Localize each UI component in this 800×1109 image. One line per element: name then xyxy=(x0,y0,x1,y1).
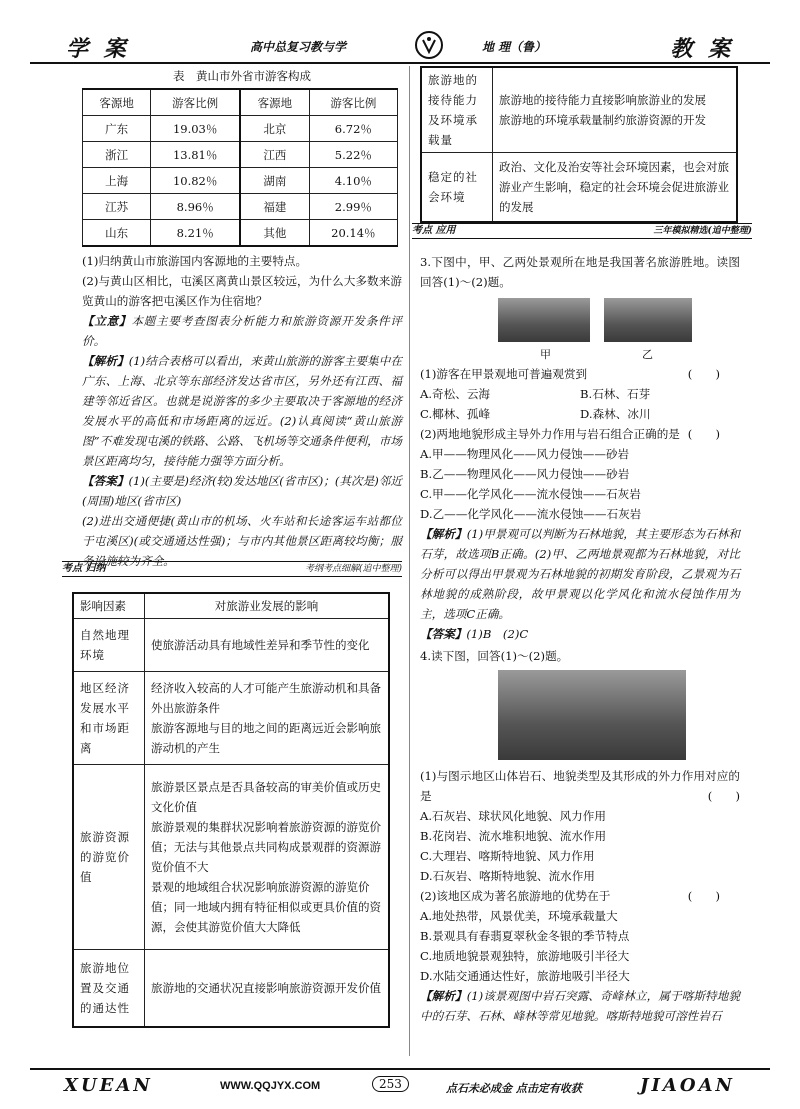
option-c: C.甲——化学风化——流水侵蚀——石灰岩 xyxy=(420,487,641,501)
table-row xyxy=(83,220,398,247)
jiexi-text: (1)结合表格可以看出，来黄山旅游的游客主要集中在广东、上海、北京等东部经济发达省市区，另外还有江西、福建等邻近省区。也就是说游客的多少主要取决于客源地的经济发展水平的高低和市场距离的远近。(2)认真阅读“黄山旅游图”不难发现屯溪的铁路、公路、飞机场等交通条件便利，市场景区距离均匀，接待能力强等方面分析。 xyxy=(82,354,402,468)
cell: 19.03％ xyxy=(151,116,240,142)
cell: 北京 xyxy=(240,116,309,142)
option-a: A.地处热带，风景优美，环境承载量大 xyxy=(420,909,618,923)
factor-cell: 自然地理环境 xyxy=(73,619,145,672)
photo-yi-label: 乙 xyxy=(642,348,653,361)
answer-paren: ( ) xyxy=(687,367,720,381)
cell: 山东 xyxy=(83,220,151,247)
kaodian-guina-bar xyxy=(62,561,402,577)
option-a: A.石灰岩、球状风化地貌、风力作用 xyxy=(420,809,606,823)
table-row xyxy=(73,619,389,672)
option-c: C.大理岩、喀斯特地貌、风力作用 xyxy=(420,849,595,863)
factor-cell: 旅游资源的游览价值 xyxy=(73,765,145,950)
table-row xyxy=(83,116,398,142)
q4-sub2-text: (2)该地区成为著名旅游地的优势在于 xyxy=(420,889,611,903)
cell: 江苏 xyxy=(83,194,151,220)
header-subject: 地 理（鲁） xyxy=(482,40,547,54)
th-influence: 对旅游业发展的影响 xyxy=(145,593,390,619)
answer-text: (1)B (2)C xyxy=(466,627,529,641)
table-row xyxy=(83,142,398,168)
emblem-icon xyxy=(414,30,444,64)
option-b: B.乙——物理风化——风力侵蚀——砂岩 xyxy=(420,467,630,481)
answer-text-1: (1)(主要是)经济(较)发达地区(省市区)；(其次是)邻近(周围)地区(省市区) xyxy=(82,474,402,508)
influence-cell: 旅游地的接待能力直接影响旅游业的发展 旅游地的环境承载量制约旅游资源的开发 xyxy=(493,67,738,153)
factor-cell: 地区经济发展水平和市场距离 xyxy=(73,672,145,765)
q4-sub1: (1)与图示地区山体岩石、地貌类型及其形成的外力作用对应的是 xyxy=(420,769,740,803)
footer-url: WWW.QQJYX.COM xyxy=(220,1080,321,1092)
right-column xyxy=(420,252,740,1026)
cell: 江西 xyxy=(240,142,309,168)
option-c: C.地质地貌景观独特，旅游地吸引半径大 xyxy=(420,949,630,963)
photo-yi xyxy=(604,298,692,342)
header-rule xyxy=(30,62,770,64)
jiexi-text: (1)该景观图中岩石突露、奇峰林立，属于喀斯特地貌中的石芽、石林、峰林等常见地貌。喀斯特地貌可溶性岩石 xyxy=(420,989,740,1023)
influence-cell: 旅游地的交通状况直接影响旅游资源开发价值 xyxy=(145,950,390,1028)
cell: 湖南 xyxy=(240,168,309,194)
cell: 8.96％ xyxy=(151,194,240,220)
table-row xyxy=(73,950,389,1028)
kaodian-guina-label: 考点 归纳 xyxy=(62,563,106,574)
q3-answer xyxy=(420,624,740,644)
th-ratio: 游客比例 xyxy=(151,89,240,116)
cell: 8.21％ xyxy=(151,220,240,247)
factor-cell: 稳定的社会环境 xyxy=(421,153,493,223)
cell: 福建 xyxy=(240,194,309,220)
q3-sub1-options-row1 xyxy=(420,384,740,404)
table-header-row xyxy=(73,593,389,619)
th-factor: 影响因素 xyxy=(73,593,145,619)
q3-sub1-text: (1)游客在甲景观地可普遍观赏到 xyxy=(420,367,588,381)
option-b: B.石林、石芽 xyxy=(580,387,651,401)
option-d: D.水陆交通通达性好，旅游地吸引半径大 xyxy=(420,969,630,983)
jiexi-label: 【解析】 xyxy=(420,989,467,1003)
q4-photo-wrap xyxy=(420,670,740,766)
option-a: A.奇松、云海 xyxy=(420,387,491,401)
table-row xyxy=(421,153,737,223)
question-2: (2)与黄山区相比，屯溪区离黄山景区较远，为什么大多数来游览黄山的游客把屯溪区作为住宿地？ xyxy=(82,274,402,308)
th-source: 客源地 xyxy=(83,89,151,116)
table1-caption: 表 黄山市外省市游客构成 xyxy=(173,69,311,83)
option-c: C.椰林、孤峰 xyxy=(420,407,491,421)
influence-cell: 经济收入较高的人才可能产生旅游动机和具备外出旅游条件 旅游客源地与目的地之间的距离远近会影响旅游动机的产生 xyxy=(145,672,390,765)
q3-jiexi xyxy=(420,524,740,624)
influence-cell: 旅游景区景点是否具备较高的审美价值或历史文化价值 旅游景观的集群状况影响着旅游资源的游览价值；无法与其他景点共同构成景观群的资源游览价值不大 景观的地域组合状况影响旅游资源的游览价值；同一地域内拥有特征相似或更具价值的资源，会使其游览价值大大降低 xyxy=(145,765,390,950)
table-row xyxy=(83,194,398,220)
column-divider xyxy=(409,66,410,1056)
q3-photos xyxy=(420,298,740,364)
cell: 2.99％ xyxy=(309,194,397,220)
cell: 6.72％ xyxy=(309,116,397,142)
question-1: (1)归纳黄山市旅游国内客源地的主要特点。 xyxy=(82,254,308,268)
reception-table xyxy=(420,66,738,223)
kaodian-yingyong-note: 三年模拟精选(追中整理) xyxy=(653,226,752,236)
answer-label: 【答案】 xyxy=(82,474,129,488)
influence-factors-table-wrap xyxy=(72,592,390,1028)
cell: 上海 xyxy=(83,168,151,194)
table-row xyxy=(73,765,389,950)
answer-block xyxy=(82,471,402,511)
factor-cell: 旅游地位置及交通的通达性 xyxy=(73,950,145,1028)
table-row xyxy=(83,168,398,194)
answer-label: 【答案】 xyxy=(420,627,467,641)
photo-karst xyxy=(498,670,686,760)
cell: 13.81％ xyxy=(151,142,240,168)
cell: 4.10％ xyxy=(309,168,397,194)
cell: 5.22％ xyxy=(309,142,397,168)
cell: 10.82％ xyxy=(151,168,240,194)
option-d: D.石灰岩、喀斯特地貌、流水作用 xyxy=(420,869,595,883)
footer-rule xyxy=(30,1068,770,1070)
factor-cell: 旅游地的接待能力及环境承载量 xyxy=(421,67,493,153)
header-left-title: 学 案 xyxy=(66,36,130,62)
q3-stem: 3.下图中，甲、乙两处景观所在地是我国著名旅游胜地。读图回答(1)～(2)题。 xyxy=(420,255,740,289)
th-ratio: 游客比例 xyxy=(309,89,397,116)
q4-sub2 xyxy=(420,886,740,906)
q3-sub1-options-row2 xyxy=(420,404,740,424)
table3-wrap xyxy=(420,66,738,223)
option-b: B.景观具有春翡夏翠秋金冬银的季节特点 xyxy=(420,929,630,943)
left-column xyxy=(82,68,402,571)
page-number: 253 xyxy=(372,1076,409,1092)
q3-sub2 xyxy=(420,424,740,444)
liyi-label: 【立意】 xyxy=(82,314,132,328)
influence-factors-table xyxy=(72,592,390,1028)
kaodian-yingyong-label: 考点 应用 xyxy=(412,225,456,236)
header-book-title: 高中总复习教与学 xyxy=(250,40,347,54)
cell: 20.14％ xyxy=(309,220,397,247)
table-header-row xyxy=(83,89,398,116)
q4-stem: 4.读下图，回答(1)～(2)题。 xyxy=(420,649,569,663)
q3-sub1 xyxy=(420,364,740,384)
option-b: B.花岗岩、流水堆积地貌、流水作用 xyxy=(420,829,607,843)
answer-text-2: (2)进出交通便捷(黄山市的机场、火车站和长途客运车站都位于屯溪区)(或交通通达性强)；与市内其他景区距离较均衡；服务设施较为齐全。 xyxy=(82,514,402,568)
tourist-source-table xyxy=(82,88,398,247)
option-d: D.森林、冰川 xyxy=(580,407,651,421)
option-d: D.乙——化学风化——流水侵蚀——石灰岩 xyxy=(420,507,642,521)
footer-left-brand: XUEAN xyxy=(64,1075,153,1096)
kaodian-yingyong-bar xyxy=(412,223,752,239)
answer-paren: ( ) xyxy=(687,427,720,441)
influence-cell: 使旅游活动具有地域性差异和季节性的变化 xyxy=(145,619,390,672)
footer-right-brand: JIAOAN xyxy=(640,1075,736,1096)
photo-jia-label: 甲 xyxy=(540,348,551,361)
jiexi-label: 【解析】 xyxy=(420,527,467,541)
liyi-block xyxy=(82,311,402,351)
answer-paren: ( ) xyxy=(687,889,720,903)
cell: 浙江 xyxy=(83,142,151,168)
table-row xyxy=(73,672,389,765)
th-source: 客源地 xyxy=(240,89,309,116)
header-right-title: 教 案 xyxy=(670,36,734,62)
jiexi-block xyxy=(82,351,402,471)
influence-cell: 政治、文化及治安等社会环境因素，也会对旅游业产生影响，稳定的社会环境会促进旅游业的发展 xyxy=(493,153,738,223)
q4-jiexi xyxy=(420,986,740,1026)
liyi-text: 本题主要考查图表分析能力和旅游资源开发条件评价。 xyxy=(82,314,402,348)
cell: 广东 xyxy=(83,116,151,142)
photo-jia xyxy=(498,298,590,342)
kaodian-guina-note: 考纲考点细解(追中整理) xyxy=(304,564,402,574)
jiexi-text: (1)甲景观可以判断为石林地貌，其主要形态为石林和石芽，故选项B正确。(2)甲、乙两地景观都为石林地貌，对比分析可以得出甲景观为石林地貌的初期发育阶段，乙景观为石林地貌的成熟阶段，故甲景观以化学风化和流水侵蚀作用为主，选项C正确。 xyxy=(420,527,740,621)
footer-slogan: 点石未必成金 点击定有收获 xyxy=(446,1082,582,1095)
cell: 其他 xyxy=(240,220,309,247)
answer-paren: ( ) xyxy=(707,789,740,803)
jiexi-label: 【解析】 xyxy=(82,354,129,368)
page-header xyxy=(30,30,770,66)
q3-sub2-text: (2)两地地貌形成主导外力作用与岩石组合正确的是 xyxy=(420,427,680,441)
option-a: A.甲——物理风化——风力侵蚀——砂岩 xyxy=(420,447,630,461)
table-row xyxy=(421,67,737,153)
